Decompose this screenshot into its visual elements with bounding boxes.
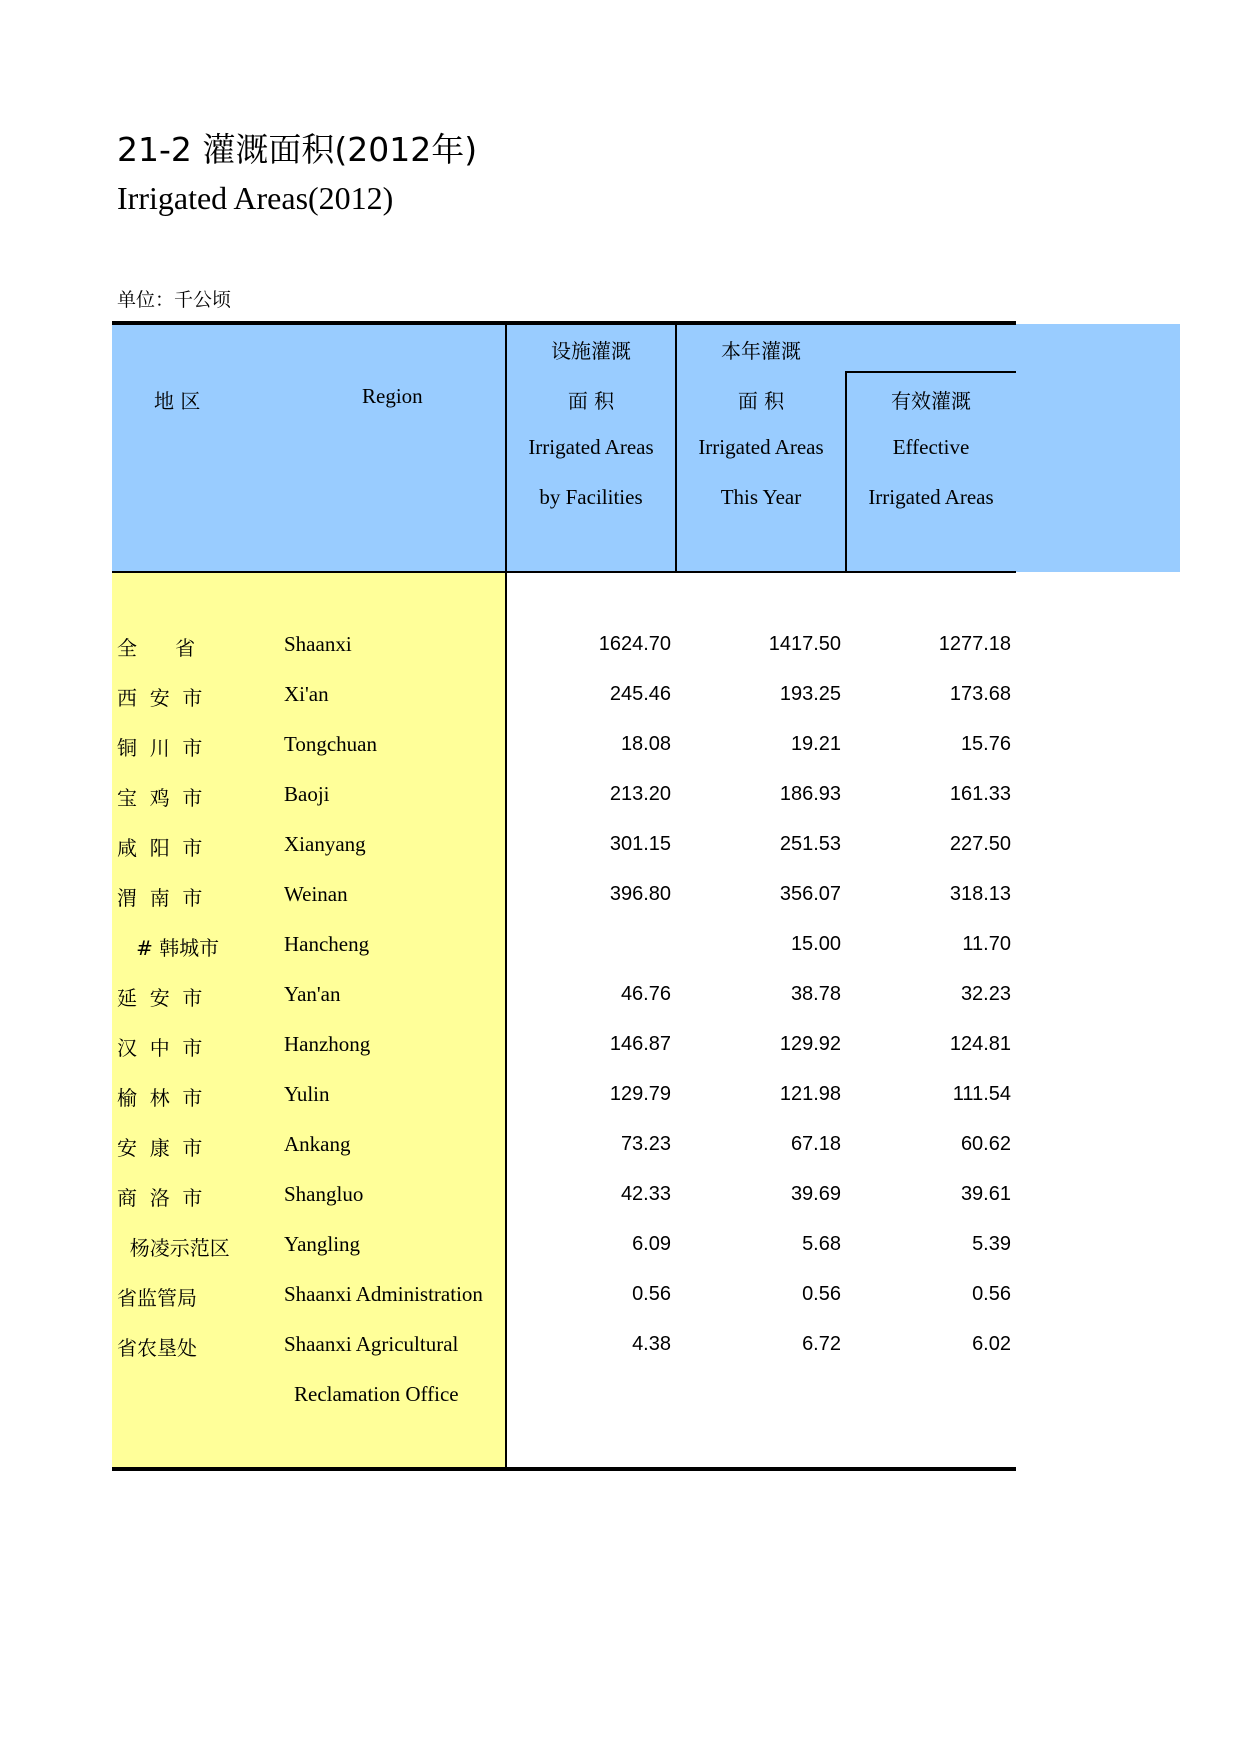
- table-row: [0, 1322, 1240, 1372]
- value-facilities: 396.80: [609, 883, 671, 905]
- value-this-year: 251.53: [779, 833, 841, 855]
- header-region-en: Region: [362, 384, 423, 408]
- region-en: Hanzhong: [284, 1032, 371, 1056]
- region-zh: 咸 阳 市: [117, 836, 203, 860]
- unit-label: 单位：千公顷: [117, 289, 232, 311]
- value-this-year: 19.21: [790, 733, 841, 755]
- region-zh: # 韩城市: [117, 936, 220, 960]
- value-this-year: 356.07: [779, 883, 841, 905]
- region-zh: 商 洛 市: [117, 1186, 203, 1210]
- value-effective: 0.56: [972, 1283, 1011, 1305]
- region-zh: 汉 中 市: [117, 1036, 203, 1060]
- value-facilities: 146.87: [609, 1033, 671, 1055]
- value-effective: 6.02: [972, 1333, 1011, 1355]
- table-top-rule: [112, 321, 1016, 325]
- table-row: [0, 772, 1240, 822]
- region-zh: 渭 南 市: [117, 886, 203, 910]
- header-region-zh: 地 区: [154, 389, 201, 413]
- region-zh: 榆 林 市: [117, 1086, 203, 1110]
- header-sub-rule: [845, 371, 1016, 373]
- value-this-year: 38.78: [790, 983, 841, 1005]
- table-row: [0, 922, 1240, 972]
- region-zh: 宝 鸡 市: [117, 786, 203, 810]
- header-col3-en2: Irrigated Areas: [868, 485, 994, 509]
- region-en: Shaanxi: [284, 632, 352, 656]
- region-zh: 延 安 市: [117, 986, 203, 1010]
- table-row: [0, 1122, 1240, 1172]
- region-en: Xi'an: [284, 682, 329, 706]
- region-en: Shaanxi Administration: [284, 1282, 483, 1306]
- value-facilities: 18.08: [620, 733, 671, 755]
- region-en: Weinan: [284, 882, 348, 906]
- table-row: [0, 722, 1240, 772]
- region-en: Shangluo: [284, 1182, 364, 1206]
- value-this-year: 129.92: [779, 1033, 841, 1055]
- value-facilities: 129.79: [609, 1083, 671, 1105]
- region-en: Yulin: [284, 1082, 330, 1106]
- value-effective: 161.33: [949, 783, 1011, 805]
- header-col1-zh2: 面 积: [567, 389, 615, 413]
- value-facilities: 4.38: [632, 1333, 671, 1355]
- table-row: [0, 1272, 1240, 1322]
- value-effective: 39.61: [960, 1183, 1011, 1205]
- region-en: Baoji: [284, 782, 330, 806]
- table-row: [0, 1022, 1240, 1072]
- value-facilities: 1624.70: [598, 633, 671, 655]
- region-en: Ankang: [284, 1132, 351, 1156]
- region-zh: 西 安 市: [117, 686, 203, 710]
- region-en: Shaanxi Agricultural: [284, 1332, 459, 1356]
- value-this-year: 15.00: [790, 933, 841, 955]
- header-col3-en1: Effective: [892, 435, 970, 459]
- region-en: Hancheng: [284, 932, 370, 956]
- region-zh: 省农垦处: [117, 1336, 197, 1360]
- value-effective: 5.39: [972, 1233, 1011, 1255]
- value-facilities: 6.09: [632, 1233, 671, 1255]
- header-col2-en1: Irrigated Areas: [698, 435, 824, 459]
- table-row: [0, 622, 1240, 672]
- header-col2-en2: This Year: [720, 485, 802, 509]
- header-col1-zh1: 设施灌溉: [551, 339, 631, 363]
- region-en-continuation: Reclamation Office: [294, 1382, 459, 1406]
- region-en: Yan'an: [284, 982, 341, 1006]
- header-col1-en2: by Facilities: [539, 485, 643, 509]
- table-row: [0, 872, 1240, 922]
- value-this-year: 6.72: [802, 1333, 841, 1355]
- value-effective: 15.76: [960, 733, 1011, 755]
- region-zh: 铜 川 市: [117, 736, 203, 760]
- value-effective: 32.23: [960, 983, 1011, 1005]
- value-effective: 173.68: [949, 683, 1011, 705]
- header-col1-en1: Irrigated Areas: [528, 435, 654, 459]
- table-row: [0, 972, 1240, 1022]
- value-effective: 111.54: [952, 1083, 1011, 1105]
- table-row: [0, 1072, 1240, 1122]
- value-facilities: 301.15: [609, 833, 671, 855]
- region-zh: 全 省: [117, 636, 196, 660]
- value-this-year: 1417.50: [768, 633, 841, 655]
- value-this-year: 39.69: [790, 1183, 841, 1205]
- value-effective: 227.50: [949, 833, 1011, 855]
- value-this-year: 193.25: [779, 683, 841, 705]
- region-zh: 省监管局: [117, 1286, 197, 1310]
- value-facilities: 245.46: [609, 683, 671, 705]
- table-row: [0, 822, 1240, 872]
- value-facilities: 42.33: [620, 1183, 671, 1205]
- value-effective: 124.81: [949, 1033, 1011, 1055]
- header-col2-zh2: 面 积: [737, 389, 785, 413]
- value-facilities: 73.23: [620, 1133, 671, 1155]
- value-effective: 1277.18: [938, 633, 1011, 655]
- value-effective: 60.62: [960, 1133, 1011, 1155]
- value-this-year: 0.56: [802, 1283, 841, 1305]
- region-zh: 杨凌示范区: [117, 1236, 230, 1260]
- table-bottom-rule: [112, 1467, 1016, 1471]
- header-col2-zh1: 本年灌溉: [721, 339, 801, 363]
- header-col3-zh1: 有效灌溉: [891, 389, 971, 413]
- region-zh: 安 康 市: [117, 1136, 203, 1160]
- value-effective: 318.13: [949, 883, 1011, 905]
- value-this-year: 5.68: [802, 1233, 841, 1255]
- page-title-zh: 21-2 灌溉面积(2012年): [117, 130, 478, 169]
- region-en: Tongchuan: [284, 732, 378, 756]
- region-en: Xianyang: [284, 832, 366, 856]
- value-facilities: 46.76: [620, 983, 671, 1005]
- value-facilities: 0.56: [632, 1283, 671, 1305]
- page-title-en: Irrigated Areas(2012): [117, 180, 394, 216]
- value-this-year: 67.18: [790, 1133, 841, 1155]
- header-bottom-rule: [112, 571, 1016, 573]
- table-row: [0, 1222, 1240, 1272]
- value-this-year: 121.98: [779, 1083, 841, 1105]
- region-en: Yangling: [284, 1232, 361, 1256]
- table-row: [0, 672, 1240, 722]
- value-this-year: 186.93: [779, 783, 841, 805]
- value-facilities: 213.20: [609, 783, 671, 805]
- value-effective: 11.70: [962, 933, 1011, 955]
- table-row: [0, 1172, 1240, 1222]
